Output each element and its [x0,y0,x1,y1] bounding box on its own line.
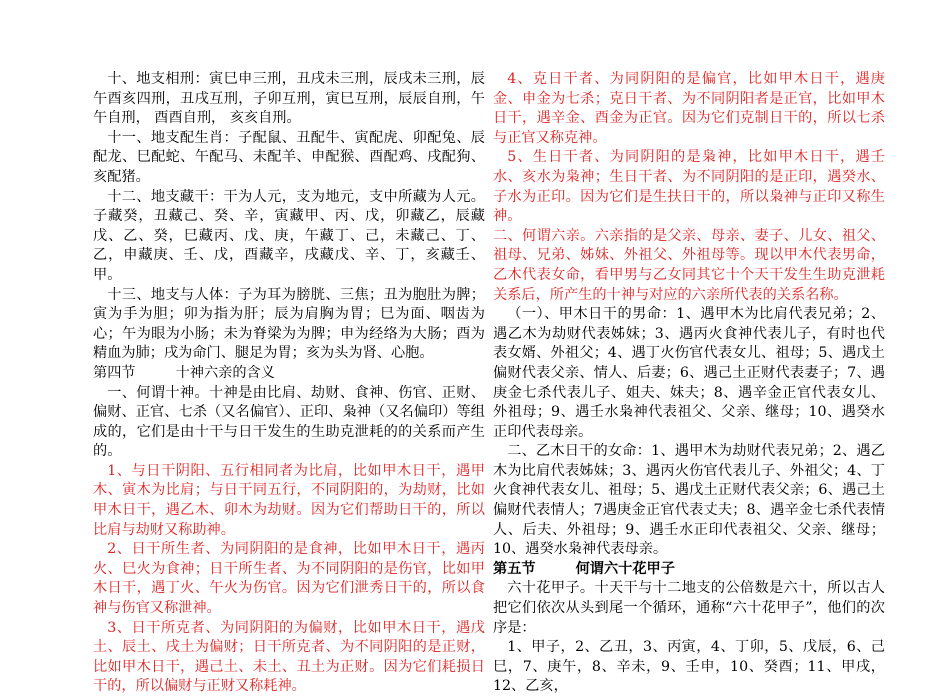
paragraph-ten-gods-definition: 一、何谓十神。十神是由比肩、劫财、食神、伤官、正财、偏财、正官、七杀（又名偏官）、正印、枭神（又名偏印）等组成的，它们是由十干与日干发生的生助克泄耗的的关系而产生的。 [93,384,485,460]
paragraph-branch-hidden-stems: 十二、地支藏干：干为人元，支为地元，支中所藏为人元。子藏癸，丑藏己、癸、辛，寅藏甲、丙、戊，卯藏乙，辰藏戊、乙、癸，巳藏丙、戊、庚，午藏丁、己，未藏己、丁、乙，申藏庚、壬、戊，酉藏辛，戌藏戊、辛、丁，亥藏壬、甲。 [93,188,485,283]
section-number: 第四节 [93,364,136,381]
paragraph-piancai-zhengcai: 3、日干所克者、为同阴阳的为偏财，比如甲木日干，遇戊土、辰土、戌土为偏财；日干所克者、为不同阴阳的是正财，比如甲木日干，遇己土、未土、丑土为正财。因为它们耗损日干的，所以偏财与正财又称耗神。 [93,619,485,695]
paragraph-branch-zodiac: 十一、地支配生肖：子配鼠、丑配牛、寅配虎、卯配兔、辰配龙、巳配蛇、午配马、未配羊、申配猴、酉配鸡、戌配狗、亥配猪。 [93,129,485,185]
left-column [93,70,485,697]
section-title: 十神六亲的含义 [175,364,275,381]
section-number: 第五节 [493,560,536,577]
paragraph-qisha-zhengguan: 4、克日干者、为同阴阳的是偏官，比如甲木日干，遇庚金、申金为七杀；克日干者、为不同阴阳者是正官，比如甲木日干，遇辛金、酉金为正官。因为它们克制日干的，所以七杀与正官又称克神。 [493,71,885,146]
section-title: 何谓六十花甲子 [575,560,675,577]
paragraph-earthly-branch-punishments: 十、地支相刑：寅巳申三刑，丑戌未三刑，辰戌未三刑，辰午酉亥四刑，丑戌互刑，子卯互刑，寅巳互刑，辰辰自刑，午午自刑， 酉酉自刑， 亥亥自刑。 [93,71,485,127]
paragraph-xiaoshen-zhengyin: 5、生日干者、为同阴阳的是枭神，比如甲木日干，遇壬水、亥水为枭神；生日干者、为不同阴阳的是正印，遇癸水、子水为正印。因为它们是生扶日干的，所以枭神与正印又称生神。 [493,149,885,225]
paragraph-sixty-jiazi-intro: 六十花甲子。十天干与十二地支的公倍数是六十，所以古人把它们依次从头到尾一个循环，通称“六十花甲子”，他们的次序是： [493,580,885,636]
paragraph-sixty-jiazi-list: 1、甲子，2、乙丑，3、丙寅，4、丁卯，5、戊辰，6、己巳，7、庚午，8、辛未，9、壬申，10、癸酉；11、甲戌，12、乙亥， [493,639,885,695]
right-column [493,70,885,697]
section-heading-4 [93,364,485,384]
paragraph-shishen-shangguan: 2、日干所生者、为同阴阳的是食神，比如甲木日干，遇丙火、巳火为食神；日干所生者、为不同阴阳的是伤官，比如甲木日干，遇丁火、午火为伤官。因为它们泄秀日干的，所以食神与伤官又称泄神。 [93,541,485,617]
paragraph-yi-wood-female: 二、乙木日干的女命：1、遇甲木为劫财代表兄弟；2、遇乙木为比肩代表姊妹；3、遇丙火伤官代表儿子、外祖父；4、丁火食神代表女儿、祖母；5、遇戊土正财代表父亲；6、遇己土偏财代表情人；7遇庚金正官代表丈夫；8、遇辛金七杀代表情人、后夫、外祖母；9、遇壬水正印代表祖父、父亲、继母；10、遇癸水枭神代表母亲。 [493,443,885,558]
paragraph-six-relatives-definition: 二、何谓六亲。六亲指的是父亲、母亲、妻子、儿女、祖父、祖母、兄弟、姊妹、外祖父、外祖母等。现以甲木代表男命，乙木代表女命，看甲男与乙女同其它十个天干发生生助克泄耗关系后，所产生的十神与对应的六亲所代表的关系名称。 [493,227,885,303]
section-heading-5 [493,560,885,580]
paragraph-jia-wood-male: （一）、甲木日干的男命：1、遇甲木为比肩代表兄弟；2、遇乙木为劫财代表姊妹；3、遇丙火食神代表儿子，有时也代表女婿、外祖父；4、遇丁火伤官代表女儿、祖母；5、遇戊土偏财代表父亲、情人、后妻；6、遇己土正财代表妻子；7、遇庚金七杀代表儿子、姐夫、妹夫；8、遇辛金正官代表女儿、外祖母；9、遇壬水枭神代表祖父、父亲、继母；10、遇癸水正印代表母亲。 [493,306,885,440]
paragraph-bijian-jiecai: 1、与日干阴阳、五行相同者为比肩，比如甲木日干，遇甲木、寅木为比肩；与日干同五行，不同阴阳的，为劫财，比如甲木日干，遇乙木、卯木为劫财。因为它们帮助日干的，所以比肩与劫财又称助神。 [93,462,485,538]
paragraph-branch-body-parts: 十三、地支与人体：子为耳为膀胱、三焦；丑为胞肚为脾；寅为手为胆；卯为指为肝；辰为肩胸为胃；巳为面、咽齿为心；午为眼为小肠；未为脊梁为为脾；申为经络为大肠；酉为精血为肺；戌为命门、腿足为胃；亥为头为肾、心胞。 [93,286,485,362]
